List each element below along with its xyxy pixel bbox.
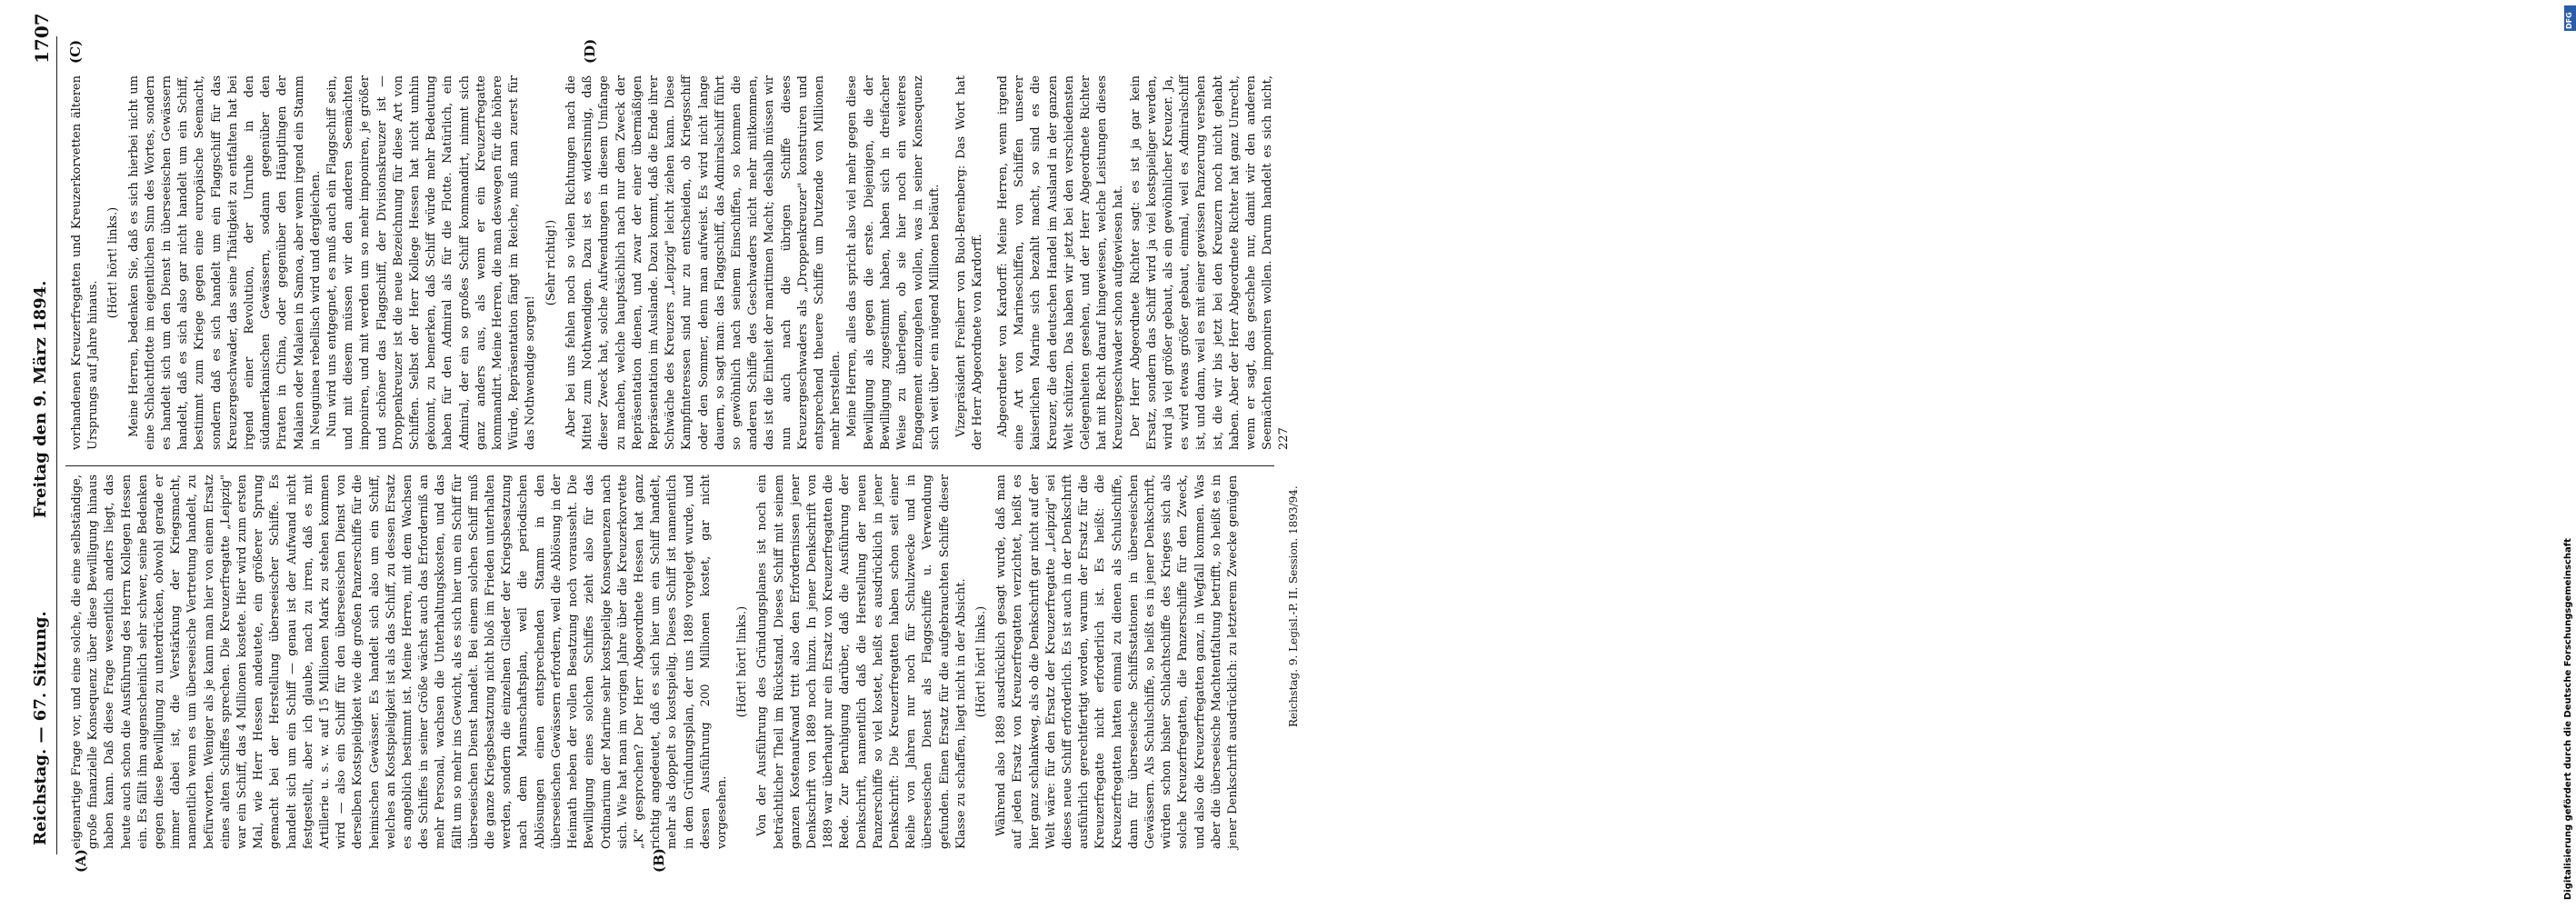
interjection: (Hört! hört! links.): [735, 605, 750, 718]
scan-side-strip: [1277, 0, 2573, 909]
interjection: (Hört! hört! links.): [973, 605, 988, 718]
column-divider: [65, 465, 1274, 466]
paragraph: Von der Ausführung des Gründungsplanes ist noch ein beträchtlicher Theil im Rückstand. Dieses Schiff mit seinem ganzen Kostenaufwand tritt also den Erfordernissen jener Denkschrift von 1889 noch hinzu. In jener Denkschrift von 1889 war überhaupt nur ein Ersatz von Kreuzerfregatten die Rede. Zur Beruhigung darüber, daß die Ausführung der Denkschrift, namentlich daß die Herstellung der neuen Panzerschiffe so viel kostet, heißt es ausdrücklich in jener Denkschrift: Die Kreuzerfregatten haben schon seit einer Reihe von Jahren nur noch für Schulzwecke und in überseeischen Dienst als Flaggschiffe u. Verwendung gefunden. Einen Ersatz für die aufgebrauchten Schiffe dieser Klasse zu schaffen, liegt nicht in der Absicht.: [755, 474, 968, 849]
header-rule: [56, 36, 57, 854]
running-header-date: Freitag den 9. März 1894.: [31, 280, 50, 518]
interjection: (Sehr richtig!): [544, 219, 558, 306]
margin-marker-d: (D): [582, 38, 598, 64]
paragraph: eigenartige Frage vor, und eine solche, die eine selbständige, große finanzielle Konsequenz über diese Bewilligung hinaus haben kann. Daß diese Frage wesentlich anders liegt, das heute auch schon die Ausführung des Herrn Kollegen Hessen ein. Es fällt ihm augenscheinlich sehr schwer, seine Bedenken gegen diese Bewilligung zu unterdrücken, obwohl gerade er immer dabei ist, die Verstärkung der Kriegsmacht, namentlich wenn es um überseeische Vertretung handelt, zu befürworten. Weniger als je kann man hier von einem Ersatz eines alten Schiffes sprechen. Die Kreuzerfregatte „Leipzig" war ein Schiff, das 4 Millionen kostete. Hier wird zum ersten Mal, wie Herr Hessen andeutete, ein größerer Sprung gemacht bei der Herstellung überseeischer Schiffe. Es handelt sich um ein Schiff — genau ist der Aufwand nicht festgestellt, aber ich glaube, nach zu irren, daß es mit Artillerie u. s. w. auf 15 Millionen Mark zu stehen kommen wird — also ein Schiff für den überseeischen Dienst von derselben Kostspieligkeit wie die großen Panzerschiffe für die heimischen Gewässer. Es handelt sich also um ein Schiff, welches an Kostspieligkeit ist als das Schiff, zu dessen Ersatz es angeblich bestimmt ist. Meine Herren, mit dem Wachsen des Schiffes in seiner Größe wächst auch das Erforderniß an mehr Personal, wachsen die Unterhaltungskosten, und das fällt um so mehr ins Gewicht, als es sich hier um ein Schiff für überseeischen Dienst handelt. Bei einem solchen Schiff muß die ganze Kriegsbesatzung nicht bloß im Frieden unterhalten werden, sondern die einzelnen Glieder der Kriegsbesatzung nach dem Mannschaftsplan, weil die periodischen Ablösungen einen entsprechenden Stamm in den überseeischen Gewässern erfordern, weil die Ablösung in der Heimath neben der vollen Besatzung noch vorausseht. Die Bewilligung eines solchen Schiffes zieht also für das Ordinarium der Marine sehr kostspielige Konsequenzen nach sich. Wie hat man im vorigen Jahre über die Kreuzerkorvette „K" gesprochen? Der Herr Abgeordnete Hessen hat ganz richtig angedeutet, daß es sich hier um ein Schiff handelt, mehr als doppelt so kostspielig. Dieses Schiff ist namentlich in dem Gründungsplan, der uns 1889 vorgelegt wurde, und dessen Ausführung 200 Millionen kostet, gar nicht vorgesehen.: [70, 474, 729, 849]
paragraph: Meine Herren, bedenken Sie, daß es sich hierbei nicht um eine Schlachtflotte im eigentlichen Sinn des Wortes, sondern es handelt sich um den Dienst in überseeischen Gewässern handelt, daß es sich also gar nicht handelt um ein Schiff, bestimmt zum Kriege gegen eine europäische Seemacht, sondern daß es sich handelt um ein Flaggschiff für das Kreuzergeschwader, das seine Thätigkeit zu entfalten hat bei irgend einer Revolution, der Unruhe in den südamerikanischen Gewässern, sodann gegenüber den Piraten in China, oder gegenüber den Häuptlingen der Malaien oder Malaien in Samoa, aber wenn irgend ein Stamm in Neuguinea rebellisch wird und dergleichen.: [126, 75, 323, 450]
margin-marker-b: (B): [651, 848, 667, 873]
paragraph: Während also 1889 ausdrücklich gesagt wurde, daß man auf jeden Ersatz von Kreuzerfregatten verzichtet, heißt es hier ganz schlankweg, als ob die Denkschrift gar nicht auf der Welt wäre: für den Ersatz der Kreuzerfregatte „Leipzig" sei dieses neue Schiff erforderlich. Es ist auch in der Denkschrift ausführlich gerechtfertigt worden, warum der Ersatz für die Kreuzerfregatte nicht erforderlich ist. Es heißt: die Kreuzerfregatten hatten einmal zu dienen als Schulschiffe, dann für überseeische Schiffsstationen in überseeischen Gewässern. Als Schulschiffe, so heißt es in jener Denkschrift, würden schon bisher Schlachtschiffe des Krieges sich als solche Kreuzerfregatten, die Panzerschiffe für den Zweck, und also die Kreuzerfregatten ganz, in Wegfall kommen. Was aber die überseeische Machtentfaltung betrifft, so heißt es in jener Denkschrift ausdrücklich: zu letzterem Zwecke genügen: [994, 474, 1241, 849]
printer-signature: Reichstag. 9. Legisl.-P. II. Session. 1893/94.: [1287, 485, 1300, 727]
paragraph: Meine Herren, alles das spricht also viel mehr gegen diese Bewilligung als gegen die erste. Diejenigen, die der Bewilligung zugestimmt haben, haben sich in dreifacher Weise zu überlegen, ob sie hier noch ein weiteres Engagement einzugehen wollen, was in seiner Konsequenz sich weit über ein nügend Millionen beläuft.: [845, 75, 943, 450]
paragraph: vorhandenen Kreuzerfregatten und Kreuzerkorvetten älteren Ursprungs auf Jahre hinaus.: [70, 75, 101, 450]
paragraph: Der Herr Abgeordnete Richter sagt: es ist ja gar kein Ersatz, sondern das Schiff wird ja viel kostspieliger werden, wird ja viel größer gebaut, als ein gewöhnlicher Kreuzer. Ja, es wird etwas größer gebaut, einmal, weil es Admiralschiff ist, und dann, weil es mit einer gewissen Panzerung versehen ist, die wir bis jetzt bei den Kreuzern noch nicht gehabt haben. Aber der Herr Abgeordnete Richter hat ganz Unrecht, wenn er sagt, das geschehe nur, damit wir den anderen Seemächten imponiren wollen. Darum handelt es sich nicht, 227: [1128, 75, 1292, 450]
digitization-credit: Digitalisierung gefördert durch die Deutsche Forschungsgemeinschaft: [2563, 538, 2573, 900]
paragraph: Nun wird uns entgegnet, es muß auch ein Flaggschiff sein, und mit diesem müssen wir den anderen Seemächten imponiren, und mit werden um so mehr imponiren, je größer und schöner das Flaggschiff, der Divisionskreuzer ist — Droppenkreuzer ist die neue Bezeichnung für diese Art von Schiffen. Selbst der Herr Kollege Hessen hat nicht umhin gekonnt, zu bemerken, daß Schiff würde mehr Bedeutung haben für den Admiral als für die Flotte. Natürlich, ein Admiral, der ein so großes Schiff kommandirt, nimmt sich ganz anders aus, als wenn er ein Kreuzerfregatte kommandirt. Meine Herren, die man deswegen für die höhere Würde, Repräsentation fängt im Reiche, muß man zuerst für das Nothwendige sorgen!: [325, 75, 538, 450]
running-header-left: Reichstag. — 67. Sitzung.: [31, 611, 50, 845]
margin-marker-a: (A): [73, 849, 89, 873]
margin-marker-c: (C): [67, 39, 84, 64]
dfg-logo-text: DFG: [2565, 12, 2573, 29]
dfg-logo: [2564, 5, 2576, 31]
speaker-announcement: Vizepräsident Freiherr von Buol-Berenberg: Das Wort hat der Herr Abgeordnete von Kardorff.: [954, 75, 984, 450]
left-text-column: [69, 474, 1269, 849]
paragraph: Aber bei uns fehlen noch so vielen Richtungen nach die Mittel zum Nothwendigen. Dazu ist es widersinnig, daß dieser Zweck hat, solche Aufwendungen in diesem Umfange zu machen, welche hauptsächlich nach nur dem Zweck der Repräsentation dienen, und zwar der einer übermäßigen Repräsentation im Auslande. Dazu kommt, daß die Ende ihrer Schwäche des Kreuzers „Leipzig" leicht ziehen kann. Diese Kampfinteressen sind nur zu entscheiden, ob Kriegsschiff oder den Sommer, denn man aufweist. Es wird nicht lange dauern, so sagt man: das Flaggschiff, das Admiralschiff führt so gewöhnlich nach seinem Einschiffen, so kommen die anderen Schiffe des Geschwaders nicht mehr mitkommen, das ist die Einheit der maritimen Macht; deshalb müssen wir nun auch nach die übrigen Schiffe dieses Kreuzergeschwaders als „Droppenkreuzer" konstruiren und entsprechend theuere Schiffe um Dutzende von Millionen mehr herstellen.: [564, 75, 844, 450]
page-number: 1707: [31, 13, 53, 64]
interjection: (Hört! hört! links.): [106, 206, 121, 319]
right-text-column: [69, 75, 1292, 450]
speech-paragraph: Abgeordneter von Kardorff: Meine Herren, wenn irgend eine Art von Marineschiffen, von Schiffen unserer kaiserlichen Marine sich bezahlt macht, so sind es die Kreuzer, die den deutschen Handel im Ausland in der ganzen Welt schützen. Das haben wir jetzt bei den verschiedensten Gelegenheiten gesehen, und der Herr Abgeordnete Richter hat mit Recht darauf hingewiesen, welche Leistungen dieses Kreuzergeschwader schon aufgewiesen hat.: [995, 75, 1126, 450]
